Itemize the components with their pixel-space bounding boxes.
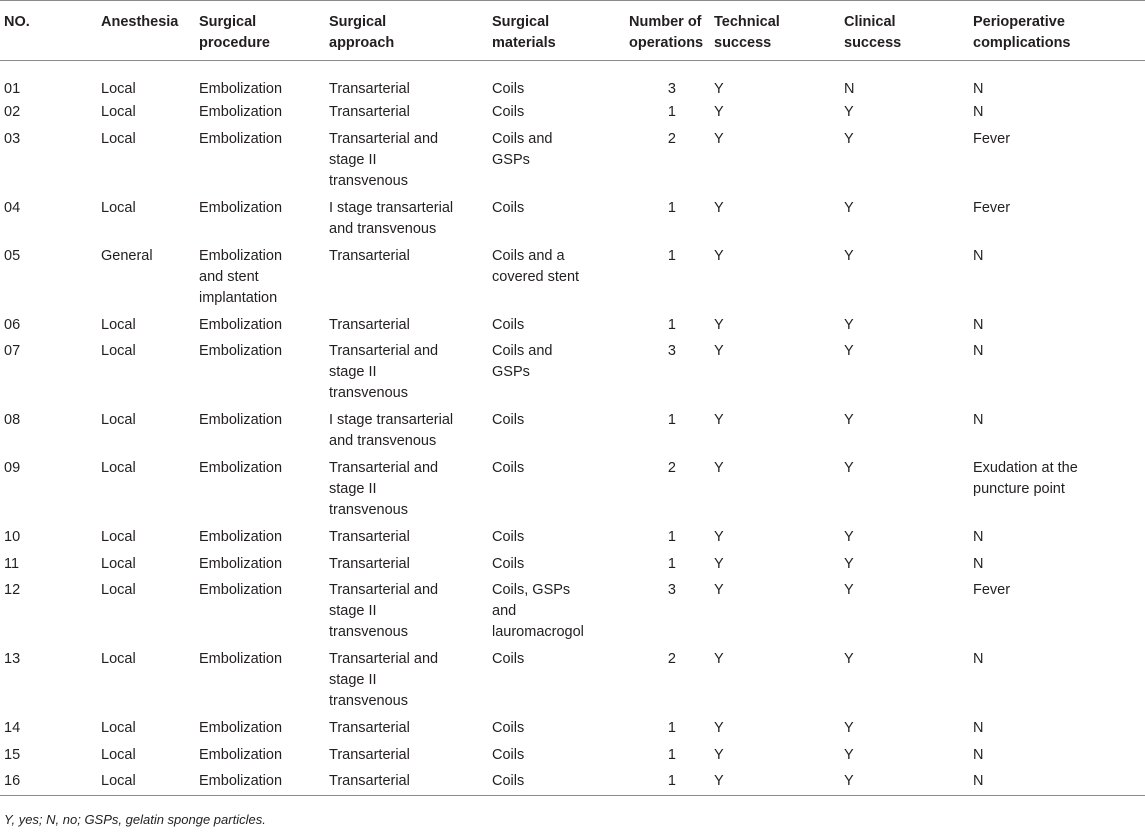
- materials-cell: Coils and GSPs: [492, 343, 553, 380]
- operations-cell: 2: [667, 651, 676, 667]
- complications-cell: Fever: [973, 130, 1011, 147]
- complications-cell: N: [973, 720, 984, 736]
- clinical-cell: Y: [844, 412, 854, 428]
- clinical-cell: Y: [844, 720, 854, 736]
- no-cell: 08: [4, 412, 21, 428]
- clinical-cell: Y: [844, 460, 854, 476]
- procedure-cell: Embolization: [199, 81, 283, 97]
- table-row: [0, 61, 1145, 101]
- materials-cell: Coils and GSPs: [492, 130, 553, 168]
- clinical-cell: Y: [844, 769, 973, 796]
- materials-cell: Coils: [492, 81, 525, 97]
- approach-cell: Transarterial and stage II transvenous: [329, 651, 439, 709]
- header-complications: Perioperative complications: [973, 1, 1145, 61]
- operations-cell: 1: [667, 720, 676, 736]
- clinical-cell: Y: [844, 582, 854, 598]
- approach-cell: Transarterial and stage II transvenous: [329, 130, 439, 189]
- anesthesia-cell: Local: [101, 412, 136, 428]
- table-row: [0, 525, 1145, 552]
- technical-cell: Y: [714, 651, 724, 667]
- clinical-cell: Y: [844, 555, 854, 572]
- approach-cell: Transarterial: [329, 529, 410, 545]
- clinical-cell: Y: [844, 199, 854, 216]
- procedure-cell: Embolization and stent implantation: [199, 247, 283, 306]
- approach-cell: I stage transarterial and transvenous: [329, 412, 454, 449]
- table-row: [0, 339, 1145, 408]
- approach-cell: Transarterial: [329, 104, 410, 120]
- table-row: [0, 244, 1145, 313]
- clinical-cell: Y: [844, 316, 854, 333]
- anesthesia-cell: Local: [101, 746, 136, 763]
- approach-cell: Transarterial: [329, 769, 492, 796]
- header-clinical: Clinical success: [844, 1, 973, 61]
- procedure-cell: Embolization: [199, 651, 283, 667]
- complications-cell: N: [973, 247, 984, 264]
- procedure-cell: Embolization: [199, 343, 283, 359]
- clinical-cell: Y: [844, 529, 854, 545]
- approach-cell: I stage transarterial and transvenous: [329, 199, 454, 237]
- operations-cell: 1: [667, 555, 676, 572]
- table-footnote: Y, yes; N, no; GSPs, gelatin sponge particles.: [4, 812, 266, 827]
- operations-cell: 1: [667, 199, 676, 216]
- operations-cell: 1: [667, 412, 676, 428]
- clinical-cell: Y: [844, 247, 854, 264]
- operations-cell: 1: [667, 104, 676, 120]
- header-materials: Surgical materials: [492, 1, 629, 61]
- operations-cell: 1: [667, 316, 676, 333]
- approach-cell: Transarterial and stage II transvenous: [329, 460, 439, 518]
- clinical-cell: N: [844, 81, 855, 97]
- table-row: [0, 743, 1145, 770]
- procedure-cell: Embolization: [199, 769, 329, 796]
- operations-cell: 1: [667, 247, 676, 264]
- technical-cell: Y: [714, 720, 724, 736]
- procedure-cell: Embolization: [199, 720, 283, 736]
- materials-cell: Coils: [492, 769, 629, 796]
- operations-cell: 1: [667, 529, 676, 545]
- technical-cell: Y: [714, 199, 724, 216]
- approach-cell: Transarterial: [329, 247, 410, 264]
- technical-cell: Y: [714, 104, 724, 120]
- complications-cell: N: [973, 529, 984, 545]
- complications-cell: N: [973, 769, 1145, 796]
- technical-cell: Y: [714, 247, 724, 264]
- header-row: [0, 1, 1145, 61]
- materials-cell: Coils and a covered stent: [492, 247, 580, 285]
- complications-cell: Fever: [973, 582, 1011, 598]
- anesthesia-cell: Local: [101, 343, 136, 359]
- no-cell: 12: [4, 582, 21, 598]
- clinical-cell: Y: [844, 104, 854, 120]
- technical-cell: Y: [714, 529, 724, 545]
- table-row: [0, 769, 1145, 796]
- anesthesia-cell: Local: [101, 316, 136, 333]
- procedure-cell: Embolization: [199, 529, 283, 545]
- table-row: [0, 196, 1145, 244]
- no-cell: 07: [4, 343, 21, 359]
- approach-cell: Transarterial: [329, 746, 410, 763]
- anesthesia-cell: General: [101, 247, 153, 264]
- complications-cell: N: [973, 651, 984, 667]
- anesthesia-cell: Local: [101, 104, 136, 120]
- table-row: [0, 127, 1145, 196]
- approach-cell: Transarterial and stage II transvenous: [329, 343, 439, 401]
- no-cell: 10: [4, 529, 21, 545]
- complications-cell: N: [973, 343, 984, 359]
- procedure-cell: Embolization: [199, 746, 283, 763]
- technical-cell: Y: [714, 582, 724, 598]
- operations-cell: 1: [629, 769, 714, 796]
- complications-cell: N: [973, 746, 984, 763]
- clinical-cell: Y: [844, 746, 854, 763]
- technical-cell: Y: [714, 81, 724, 97]
- header-technical: Technical success: [714, 1, 844, 61]
- procedure-cell: Embolization: [199, 460, 283, 476]
- table-row: [0, 552, 1145, 579]
- materials-cell: Coils, GSPs and lauromacrogol: [492, 582, 584, 640]
- header-anesthesia: Anesthesia: [101, 1, 199, 61]
- operations-cell: 3: [667, 582, 676, 598]
- materials-cell: Coils: [492, 746, 525, 763]
- materials-cell: Coils: [492, 412, 525, 428]
- procedure-cell: Embolization: [199, 199, 283, 216]
- anesthesia-cell: Local: [101, 81, 136, 97]
- anesthesia-cell: Local: [101, 769, 199, 796]
- anesthesia-cell: Local: [101, 529, 136, 545]
- approach-cell: Transarterial: [329, 720, 410, 736]
- approach-cell: Transarterial: [329, 81, 410, 97]
- operations-cell: 3: [667, 81, 676, 97]
- technical-cell: Y: [714, 412, 724, 428]
- complications-cell: Exudation at the puncture point: [973, 460, 1078, 497]
- table-row: [0, 647, 1145, 716]
- operations-cell: 2: [667, 460, 676, 476]
- no-cell: 11: [4, 555, 20, 572]
- complications-cell: N: [973, 412, 984, 428]
- procedure-cell: Embolization: [199, 316, 283, 333]
- header-no: NO.: [0, 1, 101, 61]
- table-row: [0, 716, 1145, 743]
- no-cell: 02: [4, 104, 21, 120]
- procedure-cell: Embolization: [199, 412, 283, 428]
- approach-cell: Transarterial: [329, 316, 410, 333]
- header-approach: Surgical approach: [329, 1, 492, 61]
- materials-cell: Coils: [492, 720, 525, 736]
- complications-cell: N: [973, 81, 984, 97]
- technical-cell: Y: [714, 769, 844, 796]
- anesthesia-cell: Local: [101, 720, 136, 736]
- table-row: [0, 408, 1145, 456]
- technical-cell: Y: [714, 130, 724, 147]
- anesthesia-cell: Local: [101, 460, 136, 476]
- clinical-cell: Y: [844, 651, 854, 667]
- clinical-cell: Y: [844, 343, 854, 359]
- no-cell: 03: [4, 130, 21, 147]
- materials-cell: Coils: [492, 529, 525, 545]
- technical-cell: Y: [714, 316, 724, 333]
- clinical-cell: Y: [844, 130, 854, 147]
- no-cell: 01: [4, 81, 21, 97]
- no-cell: 06: [4, 316, 21, 333]
- anesthesia-cell: Local: [101, 199, 136, 216]
- materials-cell: Coils: [492, 555, 525, 572]
- no-cell: 09: [4, 460, 21, 476]
- complications-cell: N: [973, 104, 984, 120]
- table-row: [0, 100, 1145, 127]
- no-cell: 16: [0, 769, 101, 796]
- materials-cell: Coils: [492, 316, 525, 333]
- procedure-cell: Embolization: [199, 130, 283, 147]
- no-cell: 05: [4, 247, 21, 264]
- technical-cell: Y: [714, 746, 724, 763]
- complications-cell: Fever: [973, 199, 1011, 216]
- anesthesia-cell: Local: [101, 555, 136, 572]
- materials-cell: Coils: [492, 104, 525, 120]
- operations-cell: 2: [667, 130, 676, 147]
- materials-cell: Coils: [492, 460, 525, 476]
- technical-cell: Y: [714, 555, 724, 572]
- technical-cell: Y: [714, 343, 724, 359]
- materials-cell: Coils: [492, 651, 525, 667]
- procedure-cell: Embolization: [199, 104, 283, 120]
- approach-cell: Transarterial: [329, 555, 410, 572]
- table-row: [0, 456, 1145, 525]
- no-cell: 13: [4, 651, 21, 667]
- procedure-cell: Embolization: [199, 555, 283, 572]
- anesthesia-cell: Local: [101, 130, 136, 147]
- table-row: [0, 578, 1145, 647]
- complications-cell: N: [973, 555, 984, 572]
- header-operations: Number of operations: [629, 1, 714, 61]
- technical-cell: Y: [714, 460, 724, 476]
- table-body: [0, 61, 1145, 796]
- anesthesia-cell: Local: [101, 582, 136, 598]
- header-procedure: Surgical procedure: [199, 1, 329, 61]
- operations-cell: 1: [667, 746, 676, 763]
- anesthesia-cell: Local: [101, 651, 136, 667]
- no-cell: 15: [4, 746, 21, 763]
- approach-cell: Transarterial and stage II transvenous: [329, 582, 439, 640]
- table-header: [0, 1, 1145, 61]
- complications-cell: N: [973, 316, 984, 333]
- no-cell: 14: [4, 720, 21, 736]
- materials-cell: Coils: [492, 199, 525, 216]
- table-row: [0, 313, 1145, 340]
- no-cell: 04: [4, 199, 21, 216]
- operations-cell: 3: [667, 343, 676, 359]
- procedure-cell: Embolization: [199, 582, 283, 598]
